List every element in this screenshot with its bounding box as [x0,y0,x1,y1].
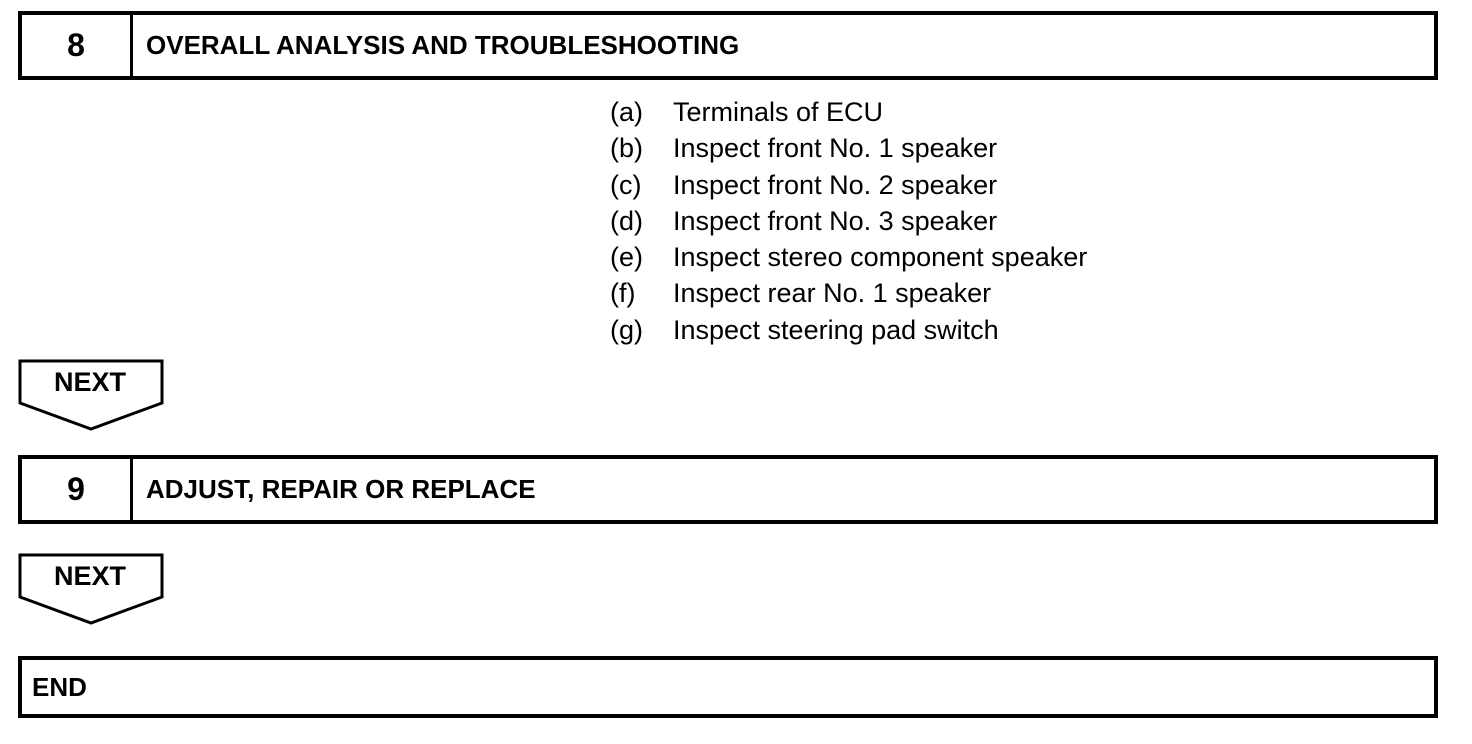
step-9-header [18,455,1438,524]
substep-letter: (b) [610,133,643,164]
end-label: END [32,671,87,702]
end-box [18,656,1438,718]
step-8-header [18,11,1438,80]
substep-item [610,239,1087,275]
substep-item [610,203,1087,239]
substep-letter: (e) [610,242,643,273]
substep-text: Inspect front No. 1 speaker [673,133,998,164]
substep-item [610,130,1087,166]
substep-letter: (a) [610,97,643,127]
substep-text: Inspect steering pad switch [673,314,999,345]
substep-item [610,312,1087,348]
next-label: NEXT [53,367,126,397]
substep-text: Terminals of ECU [673,97,884,127]
step-8-substep-list [610,94,1087,348]
substep-letter: (c) [610,169,642,200]
next-button[interactable] [18,553,164,625]
substep-item [610,94,1087,130]
substep-letter: (g) [610,314,643,345]
substep-text: Inspect rear No. 1 speaker [673,278,992,309]
substep-text: Inspect front No. 3 speaker [673,205,998,236]
step-number: 9 [22,459,133,520]
step-number: 8 [22,15,133,76]
substep-text: Inspect stereo component speaker [673,242,1088,273]
next-label: NEXT [53,561,126,591]
step-title: ADJUST, REPAIR OR REPLACE [146,474,536,504]
next-button[interactable] [18,359,164,431]
substep-letter: (f) [610,278,636,309]
substep-item [610,275,1087,311]
step-title: OVERALL ANALYSIS AND TROUBLESHOOTING [146,30,740,60]
substep-letter: (d) [610,205,643,236]
substep-text: Inspect front No. 2 speaker [673,169,998,200]
substep-item [610,167,1087,203]
